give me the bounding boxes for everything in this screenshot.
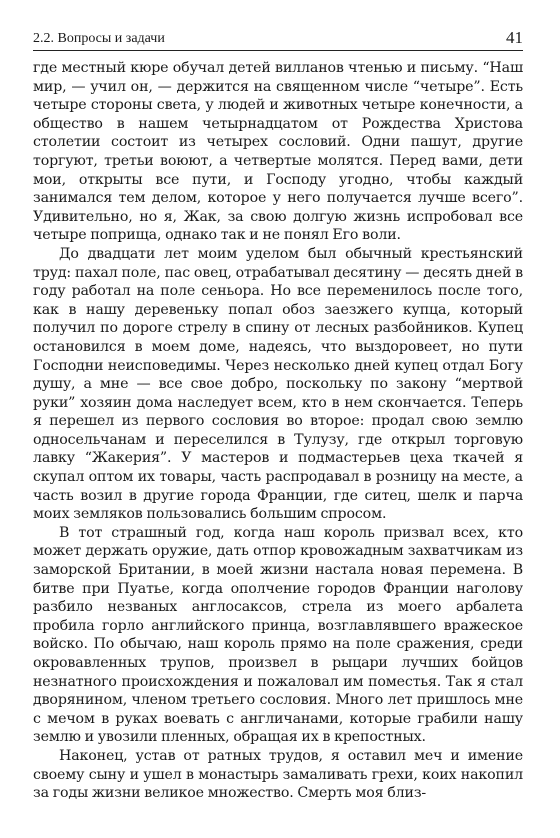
paragraph: В тот страшный год, когда наш король призвал всех, кто может держать оружие, дать отпор кровожадным захватчикам из заморской Британии, в моей жизни настала новая перемена. В битве при Пуатье, когда ополчение городов Франции наголову разбило незваных англосаксов, стрела из моего арбалета пробила горло английского принца, возглавлявшего вражеское войско. По обычаю, наш король прямо на поле сражения, среди окровавленных трупов, произвел в рыцари лучших бойцов незнатного происхождения и пожаловал им поместья. Так я стал дворянином, членом третьего сословия. Много лет пришлось мне с мечом в руках воевать с англичанами, которые грабили нашу землю и увозили пленных, обращая их в крепостных. bbox=[33, 524, 523, 746]
section-title: 2.2. Вопросы и задачи bbox=[33, 31, 165, 46]
body-text bbox=[33, 59, 523, 803]
paragraph: где местный кюре обучал детей вилланов чтенью и письму. “Наш мир, — учил он, — держится на священном числе “четыре”. Есть четыре стороны света, у людей и животных четыре конечности, а общество в нашем четырнадцатом от Рождества Христова столетии состоит из четырех сословий. Одни пашут, другие торгуют, третьи воюют, а четвертые молятся. Перед вами, дети мои, открыты все пути, и Господу угодно, чтобы каждый занимался тем делом, которое у него получается лучше всего”. Удивительно, но я, Жак, за свою долгую жизнь испробовал все четыре поприща, однако так и не понял Его воли. bbox=[33, 60, 523, 244]
page-number: 41 bbox=[506, 28, 523, 47]
paragraph: Наконец, устав от ратных трудов, я оставил меч и имение своему сыну и ушел в монастырь замаливать грехи, коих накопил за годы жизни великое множество. Смерть моя близ- bbox=[33, 747, 523, 802]
book-page bbox=[33, 28, 523, 803]
paragraph: До двадцати лет моим уделом был обычный крестьянский труд: пахал поле, пас овец, отрабатывал десятину — десять дней в году работал на поле сеньора. Но все переменилось после того, как в нашу деревеньку попал обоз заезжего купца, который получил по дороге стрелу в спину от лесных разбойников. Купец остановился в моем доме, надеясь, что выздоровеет, но пути Господни неисповедимы. Через несколько дней купец отдал Богу душу, а мне — все свое добро, поскольку по закону “мертвой руки” хозяин дома наследует всем, кто в нем скончается. Теперь я перешел из первого сословия во второе: продал свою землю односельчанам и переселился в Тулузу, где открыл торговую лавку “Жакерия”. У мастеров и подмастерьев цеха ткачей я скупал оптом их товары, часть распродавал в розницу на месте, а часть возил в другие города Франции, где ситец, шелк и парча моих земляков пользовались большим спросом. bbox=[33, 245, 523, 523]
running-head bbox=[33, 28, 523, 51]
